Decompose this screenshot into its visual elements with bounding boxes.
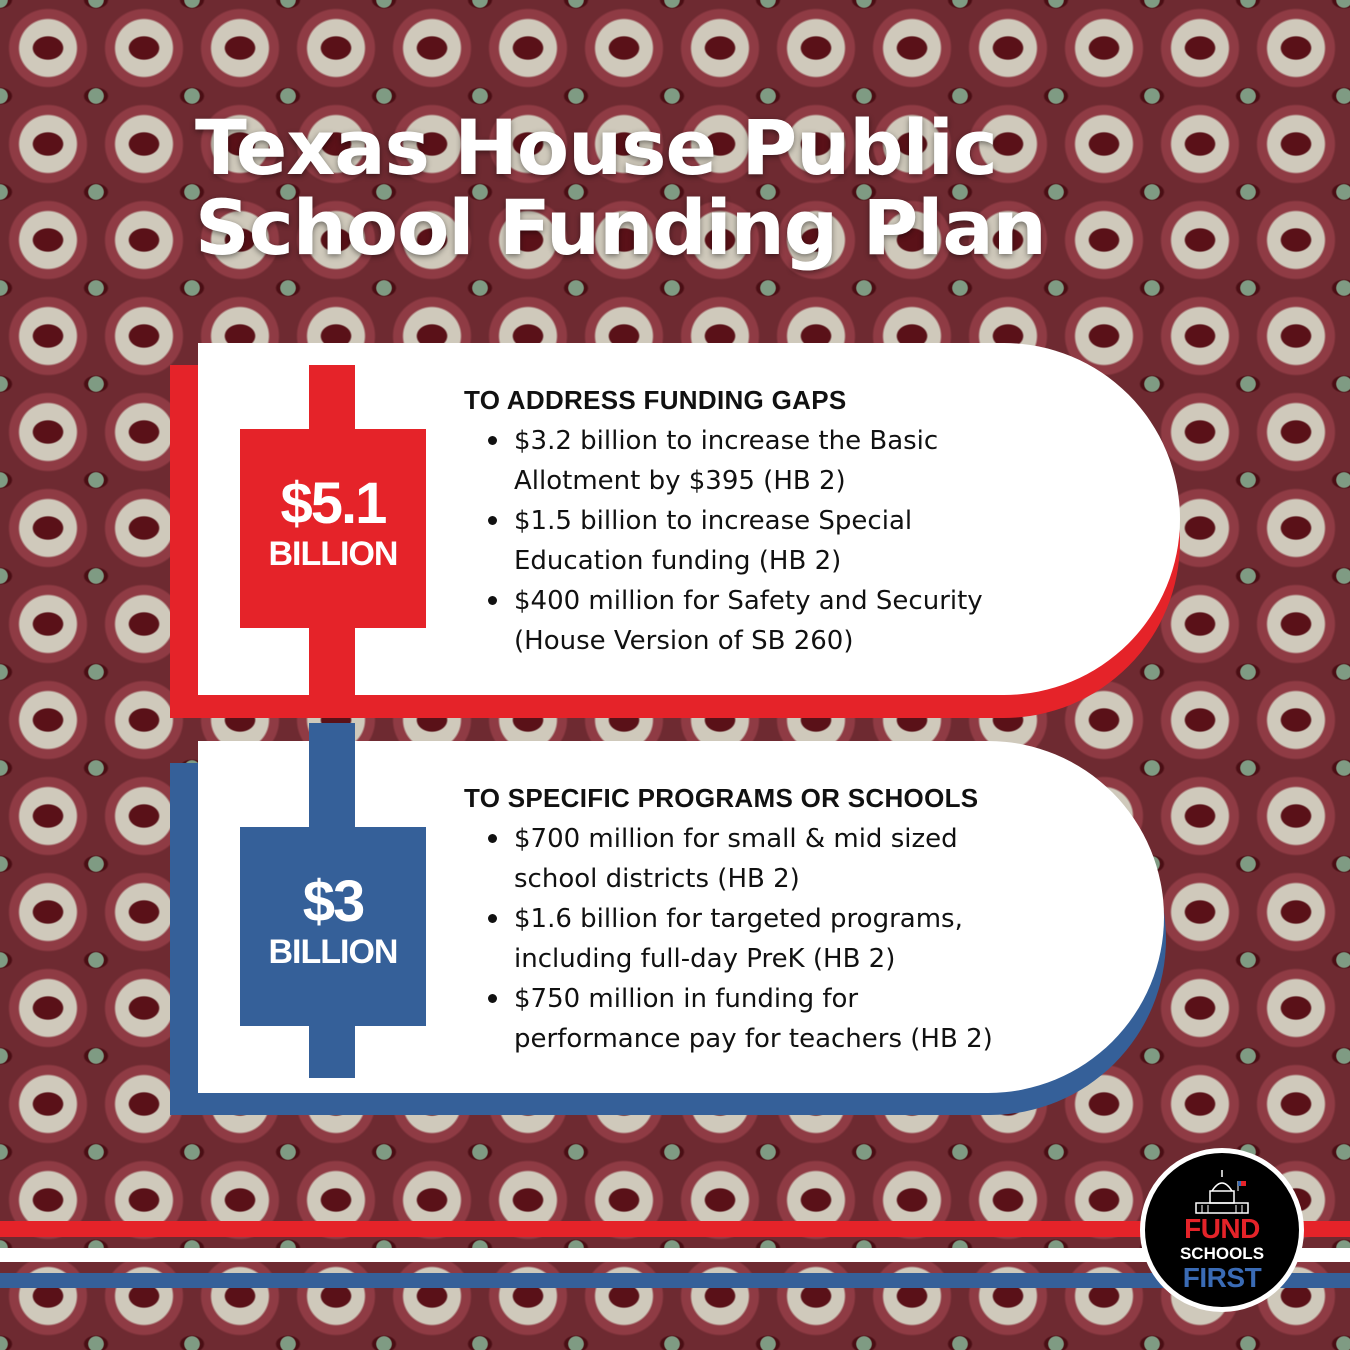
list-item: $3.2 billion to increase the Basic Allotment by $395 (HB 2) bbox=[512, 421, 983, 501]
funding-gaps-panel bbox=[170, 343, 1184, 718]
list-item: $750 million in funding for performance pay for teachers (HB 2) bbox=[512, 979, 993, 1059]
title-line-1: Texas House Public bbox=[195, 103, 997, 192]
amount-unit: BILLION bbox=[268, 933, 398, 971]
amount-badge bbox=[240, 429, 426, 628]
bullet-icon bbox=[488, 994, 497, 1003]
section-heading: TO SPECIFIC PROGRAMS OR SCHOOLS bbox=[464, 783, 979, 813]
logo-text-schools: SCHOOLS bbox=[1179, 1244, 1265, 1263]
list-item: $700 million for small & mid sized school districts (HB 2) bbox=[512, 819, 993, 899]
bullet-icon bbox=[488, 834, 497, 843]
logo-text-first: FIRST bbox=[1182, 1262, 1262, 1293]
list-item: $400 million for Safety and Security (House Version of SB 260) bbox=[512, 581, 983, 661]
specific-programs-panel bbox=[170, 723, 1170, 1115]
bullet-icon bbox=[488, 914, 497, 923]
amount-value: $3 bbox=[302, 869, 364, 934]
capitol-icon bbox=[1192, 1167, 1252, 1217]
title-line-2: School Funding Plan bbox=[195, 183, 1046, 272]
bullet-icon bbox=[488, 436, 497, 445]
list-item: $1.5 billion to increase Special Education funding (HB 2) bbox=[512, 501, 983, 581]
bullet-list bbox=[464, 421, 983, 661]
amount-value: $5.1 bbox=[280, 471, 386, 536]
page-title bbox=[195, 103, 1195, 272]
fund-schools-first-logo bbox=[1140, 1148, 1304, 1312]
list-item: $1.6 billion for targeted programs, including full-day PreK (HB 2) bbox=[512, 899, 993, 979]
bullet-icon bbox=[488, 516, 497, 525]
logo-text-fund: FUND bbox=[1184, 1213, 1260, 1244]
bullet-icon bbox=[488, 596, 497, 605]
section-heading: TO ADDRESS FUNDING GAPS bbox=[464, 385, 847, 415]
amount-unit: BILLION bbox=[268, 535, 398, 573]
bullet-list bbox=[464, 819, 993, 1059]
amount-badge bbox=[240, 827, 426, 1026]
